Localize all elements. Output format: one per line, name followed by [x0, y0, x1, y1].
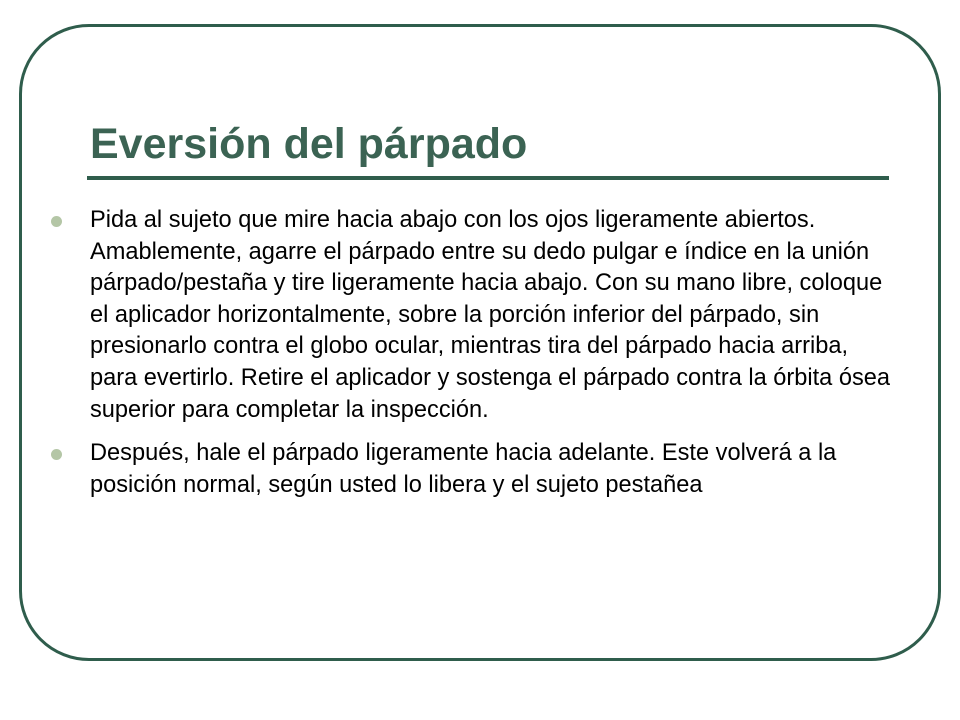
bullet-list — [48, 205, 898, 513]
bullet-text: Pida al sujeto que mire hacia abajo con los ojos ligeramente abiertos. Amablemente, agarre el párpado entre su dedo pulgar e índice en la unión párpado/pestaña y tire ligeramente hacia abajo. Con su mano libre, coloque el aplicador horizontalmente, sobre la porción inferior del párpado, sin presionarlo contra el globo ocular, mientras tira del párpado hacia arriba, para evertirlo. Retire el aplicador y sostenga el párpado contra la órbita ósea superior para completar la inspección. — [90, 207, 891, 423]
bullet-text: Después, hale el párpado ligeramente hacia adelante. Este volverá a la posición normal, según usted lo libera y el sujeto pestañea — [90, 440, 837, 498]
slide-title: Eversión del párpado — [90, 120, 528, 168]
bullet-item — [48, 438, 898, 501]
bullet-dot-icon — [51, 216, 62, 227]
bullet-item — [48, 205, 898, 426]
title-underline — [87, 176, 889, 180]
bullet-dot-icon — [51, 449, 62, 460]
